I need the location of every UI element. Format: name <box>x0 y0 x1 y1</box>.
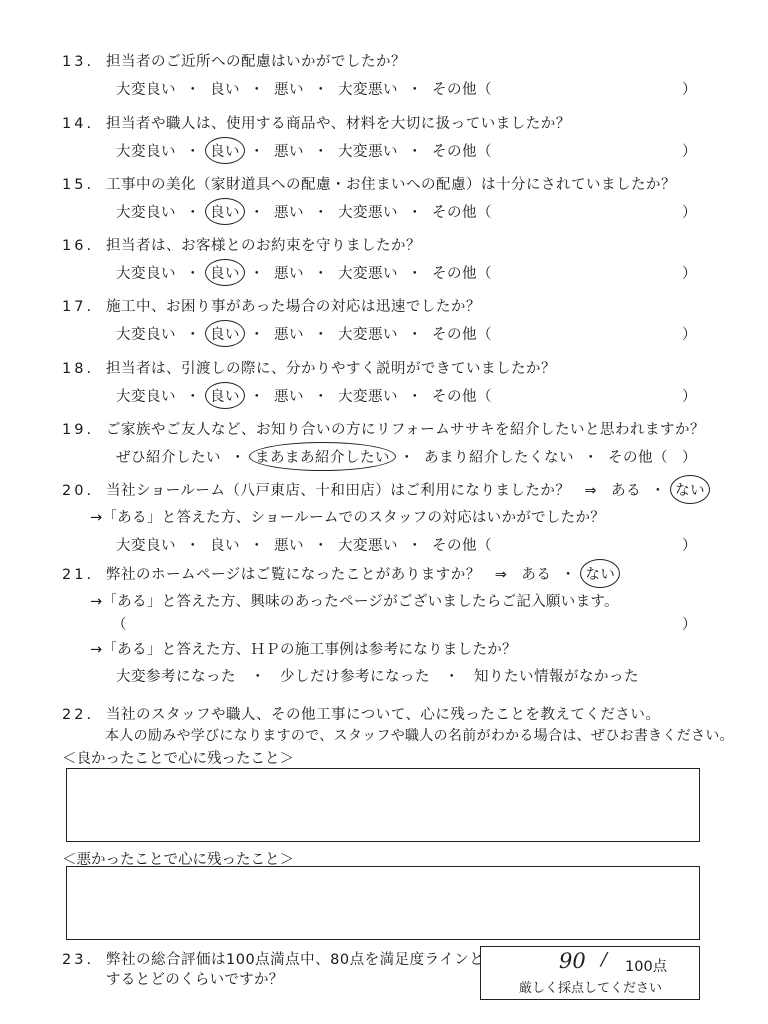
option-very-bad[interactable]: 大変悪い <box>338 82 398 98</box>
bad-memories-label: ＜悪かったことで心に残ったこと＞ <box>62 852 294 868</box>
option-very-bad[interactable]: 大変悪い <box>338 205 398 221</box>
question-label: 工事中の美化（家財道具への配慮・お住まいへの配慮）は十分にされていましたか？ <box>106 177 676 193</box>
question-13 <box>62 50 406 71</box>
close-paren: ） <box>682 82 697 98</box>
score-box <box>480 946 700 1000</box>
option-other[interactable]: その他（ <box>432 266 492 282</box>
separator: ・ <box>185 266 201 282</box>
rating-options <box>116 323 492 344</box>
circle-mark <box>249 442 396 471</box>
option-good[interactable]: 良い <box>210 262 240 283</box>
separator: ・ <box>313 389 329 405</box>
option-other[interactable]: その他（ <box>432 82 492 98</box>
question-label: 担当者のご近所への配慮はいかがでしたか？ <box>106 54 406 70</box>
question-number: 22. <box>62 707 95 723</box>
separator: ・ <box>249 266 265 282</box>
option-other[interactable]: その他（ <box>432 144 492 160</box>
question-18 <box>62 357 556 378</box>
option-very-bad[interactable]: 大変悪い <box>338 538 398 554</box>
separator: ・ <box>250 669 266 685</box>
close-paren: ） <box>682 266 697 282</box>
option-very-bad[interactable]: 大変悪い <box>338 144 398 160</box>
option-slightly-helpful[interactable]: 少しだけ参考になった <box>280 669 430 685</box>
separator: ・ <box>249 205 265 221</box>
separator: ・ <box>313 538 329 554</box>
score-value[interactable]: 90 <box>559 949 586 973</box>
close-paren: ） <box>682 450 697 466</box>
separator: ・ <box>407 538 423 554</box>
rating-options <box>116 78 492 99</box>
question-23 <box>62 948 484 969</box>
question-number: 20. <box>62 483 95 499</box>
question-number: 14. <box>62 116 95 132</box>
question-label: ご家族やご友人など、お知り合いの方にリフォームササキを紹介したいと思われますか？ <box>106 422 705 438</box>
question-label: 施工中、お困り事があった場合の対応は迅速でしたか？ <box>106 299 481 315</box>
question-label: 当社のスタッフや職人、その他工事について、心に残ったことを教えてください。 <box>106 707 661 723</box>
separator: ・ <box>313 266 329 282</box>
close-paren: ） <box>682 144 697 160</box>
separator: ・ <box>560 567 576 583</box>
option-very-good[interactable]: 大変良い <box>116 82 176 98</box>
option-yes[interactable]: ある <box>611 483 642 499</box>
option-not-really[interactable]: あまり紹介したくない <box>424 450 574 466</box>
close-paren: ） <box>682 205 697 221</box>
option-very-good[interactable]: 大変良い <box>116 144 176 160</box>
question-21 <box>62 563 615 584</box>
followup-text: →「ある」と答えた方、ＨＰの施工事例は参考になりましたか？ <box>90 642 517 658</box>
option-bad[interactable]: 悪い <box>274 389 304 405</box>
circle-mark <box>580 559 620 588</box>
option-very-helpful[interactable]: 大変参考になった <box>116 669 236 685</box>
option-bad[interactable]: 悪い <box>274 144 304 160</box>
separator: ・ <box>185 144 201 160</box>
option-very-bad[interactable]: 大変悪い <box>338 327 398 343</box>
rating-options <box>116 262 492 283</box>
option-other[interactable]: その他（ <box>608 450 668 466</box>
option-very-good[interactable]: 大変良い <box>116 389 176 405</box>
separator: ・ <box>407 327 423 343</box>
option-somewhat[interactable]: まあまあ紹介したい <box>255 446 390 467</box>
option-very-bad[interactable]: 大変悪い <box>338 266 398 282</box>
question-16 <box>62 234 421 255</box>
separator: ・ <box>249 82 265 98</box>
question-label: 弊社のホームページはご覧になったことがありますか？ <box>106 567 481 583</box>
score-note: 厳しく採点してください <box>519 981 663 996</box>
separator: ・ <box>313 205 329 221</box>
question-15 <box>62 173 676 194</box>
rating-options <box>116 385 492 406</box>
option-very-bad[interactable]: 大変悪い <box>338 389 398 405</box>
separator: ・ <box>249 389 265 405</box>
separator: ・ <box>313 82 329 98</box>
separator: ・ <box>185 82 201 98</box>
option-other[interactable]: その他（ <box>432 327 492 343</box>
arrow-icon: ⇒ <box>494 567 508 583</box>
score-max: 100点 <box>625 959 668 975</box>
option-good[interactable]: 良い <box>210 538 240 554</box>
question-label: 担当者は、お客様とのお約束を守りましたか？ <box>106 238 421 254</box>
question-22 <box>62 703 660 724</box>
close-paren: ） <box>682 538 697 554</box>
option-yes[interactable]: ある <box>521 567 552 583</box>
separator: ・ <box>313 144 329 160</box>
question-14 <box>62 112 571 133</box>
option-no[interactable]: ない <box>675 479 705 500</box>
option-bad[interactable]: 悪い <box>274 266 304 282</box>
separator: ・ <box>407 266 423 282</box>
separator: ・ <box>407 205 423 221</box>
separator: ・ <box>185 205 201 221</box>
separator: ・ <box>650 483 666 499</box>
option-very-good[interactable]: 大変良い <box>116 327 176 343</box>
separator: ・ <box>407 82 423 98</box>
separator: ・ <box>185 389 201 405</box>
rating-options <box>116 534 492 555</box>
rating-options <box>116 201 492 222</box>
circle-mark <box>205 382 245 409</box>
option-good[interactable]: 良い <box>210 323 240 344</box>
separator: ・ <box>407 389 423 405</box>
option-bad[interactable]: 悪い <box>274 82 304 98</box>
close-paren: ） <box>682 389 697 405</box>
reference-options <box>116 665 639 686</box>
question-20 <box>62 479 705 500</box>
option-bad[interactable]: 悪い <box>274 205 304 221</box>
score-slash: / <box>601 949 608 970</box>
close-paren: ） <box>682 617 697 633</box>
question-label: 担当者は、引渡しの際に、分かりやすく説明ができていましたか？ <box>106 361 556 377</box>
followup-text: →「ある」と答えた方、興味のあったページがございましたらご記入願います。 <box>90 594 619 610</box>
recommend-options <box>116 446 668 467</box>
circle-mark <box>205 137 245 164</box>
separator: ・ <box>444 669 460 685</box>
arrow-icon: ⇒ <box>584 483 598 499</box>
circle-mark <box>670 475 710 504</box>
question-number: 17. <box>62 299 95 315</box>
separator: ・ <box>249 538 265 554</box>
option-other[interactable]: その他（ <box>432 538 492 554</box>
question-number: 15. <box>62 177 95 193</box>
question-label-line2: するとどのくらいですか？ <box>106 972 284 988</box>
followup-text: →「ある」と答えた方、ショールームでのスタッフの対応はいかがでしたか？ <box>90 510 606 526</box>
question-label: 担当者や職人は、使用する商品や、材料を大切に扱っていましたか？ <box>106 116 571 132</box>
separator: ・ <box>583 450 599 466</box>
option-good[interactable]: 良い <box>210 82 240 98</box>
option-bad[interactable]: 悪い <box>274 538 304 554</box>
circle-mark <box>205 320 245 347</box>
separator: ・ <box>249 327 265 343</box>
option-very-good[interactable]: 大変良い <box>116 266 176 282</box>
circle-mark <box>205 198 245 225</box>
option-good[interactable]: 良い <box>210 385 240 406</box>
open-paren: （ <box>112 617 127 633</box>
option-no[interactable]: ない <box>585 563 615 584</box>
separator: ・ <box>399 450 415 466</box>
good-memories-box[interactable] <box>66 768 700 842</box>
close-paren: ） <box>682 327 697 343</box>
option-very-good[interactable]: 大変良い <box>116 538 176 554</box>
question-label: 弊社の総合評価は100点満点中、80点を満足度ラインと <box>106 952 485 968</box>
good-memories-label: ＜良かったことで心に残ったこと＞ <box>62 751 294 767</box>
option-bad[interactable]: 悪い <box>274 327 304 343</box>
question-number: 16. <box>62 238 95 254</box>
question-number: 21. <box>62 567 95 583</box>
separator: ・ <box>185 327 201 343</box>
option-definitely[interactable]: ぜひ紹介したい <box>116 450 221 466</box>
question-number: 13. <box>62 54 95 70</box>
option-not-helpful[interactable]: 知りたい情報がなかった <box>474 669 639 685</box>
question-number: 19. <box>62 422 95 438</box>
option-very-good[interactable]: 大変良い <box>116 205 176 221</box>
question-number: 18. <box>62 361 95 377</box>
question-19 <box>62 418 705 439</box>
option-good[interactable]: 良い <box>210 201 240 222</box>
question-note: 本人の励みや学びになりますので、スタッフや職人の名前がわかる場合は、ぜひお書きください。 <box>105 728 734 744</box>
question-label: 当社ショールーム（八戸東店、十和田店）はご利用になりましたか？ <box>106 483 571 499</box>
separator: ・ <box>230 450 246 466</box>
separator: ・ <box>407 144 423 160</box>
rating-options <box>116 140 492 161</box>
option-other[interactable]: その他（ <box>432 389 492 405</box>
question-number: 23. <box>62 952 95 968</box>
option-good[interactable]: 良い <box>210 140 240 161</box>
separator: ・ <box>185 538 201 554</box>
question-17 <box>62 295 481 316</box>
separator: ・ <box>249 144 265 160</box>
separator: ・ <box>313 327 329 343</box>
circle-mark <box>205 259 245 286</box>
option-other[interactable]: その他（ <box>432 205 492 221</box>
bad-memories-box[interactable] <box>66 866 700 940</box>
